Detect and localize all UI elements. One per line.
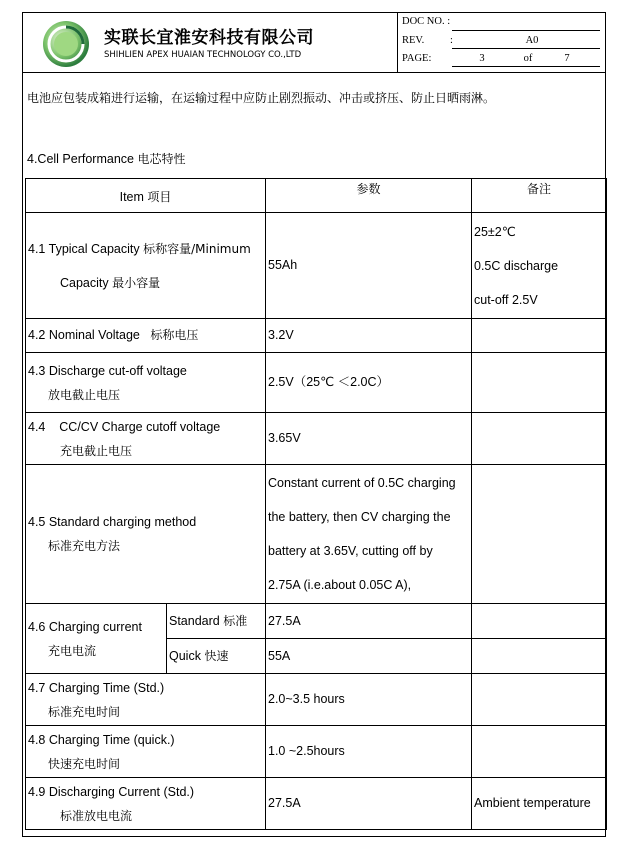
item-en: 4.5 Standard charging method (28, 515, 197, 529)
table-header-row (26, 179, 607, 213)
value-line-2: the battery, then CV charging the (268, 510, 451, 524)
row-4-9-remark: Ambient temperature (472, 778, 607, 830)
row-4-6-standard-remark (472, 604, 607, 639)
item-en: 4.4 CC/CV Charge cutoff voltage (28, 419, 221, 434)
sub-cn: 快速 (204, 648, 229, 663)
header-item-cn: 项目 (147, 190, 172, 204)
table-row (26, 353, 607, 413)
item-en: 4.1 Typical Capacity (28, 241, 140, 256)
sub-en: Quick (169, 648, 201, 663)
row-4-6-quick-remark (472, 639, 607, 674)
row-4-6-sub-quick (167, 639, 266, 674)
company-name-cn: 实联长宜淮安科技有限公司 (104, 28, 314, 48)
item-cn: 标准充电方法 (48, 539, 121, 553)
item-cn-2: 最小容量 (112, 275, 161, 290)
company-name-en: SHIHLIEN APEX HUAIAN TECHNOLOGY CO.,LTD (104, 50, 302, 60)
header-item (26, 179, 266, 213)
item-cn: 放电截止电压 (48, 387, 121, 402)
table-row (26, 465, 607, 604)
section-title (27, 150, 186, 167)
item-cn: 标称容量/Minimum (143, 241, 251, 256)
company-logo-icon (42, 20, 90, 68)
item-en: 4.3 Discharge cut-off voltage (28, 363, 187, 378)
item-cn: 标准放电电流 (60, 808, 133, 823)
item-en: 4.8 Charging Time (quick.) (28, 732, 175, 747)
remark-line-3: cut-off 2.5V (474, 292, 538, 307)
item-cn: 充电电流 (48, 643, 97, 658)
table-row (26, 726, 607, 778)
row-4-5-item (26, 465, 266, 604)
rev-value: A0 (525, 35, 539, 46)
remark-line-2: 0.5C discharge (474, 258, 559, 273)
item-cn: 快速充电时间 (48, 756, 121, 771)
row-4-6-sub-standard (167, 604, 266, 639)
header-param: 参数 (266, 179, 472, 213)
page-total: 7 (564, 53, 570, 64)
row-4-7-remark (472, 674, 607, 726)
doc-no-line (452, 30, 600, 31)
section-number-title: 4.Cell Performance (27, 152, 134, 166)
value-line-1: Constant current of 0.5C charging (268, 476, 456, 490)
transport-note: 电池应包装成箱进行运输，在运输过程中应防止剧烈振动、冲击或挤压、防止日晒雨淋。 (27, 91, 496, 105)
item-en: 4.9 Discharging Current (Std.) (28, 784, 195, 799)
value-line-3: battery at 3.65V, cutting off by (268, 544, 433, 558)
row-4-6-quick-value: 55A (266, 639, 472, 674)
item-cn: 标准充电时间 (48, 704, 121, 719)
row-4-1-value: 55Ah (266, 213, 472, 319)
item-en: 4.7 Charging Time (Std.) (28, 680, 165, 695)
item-cn: 充电截止电压 (60, 443, 133, 458)
table-row (26, 319, 607, 353)
table-row (26, 778, 607, 830)
row-4-1-remark (472, 213, 607, 319)
value-line-4: 2.75A (i.e.about 0.05C A), (268, 578, 412, 592)
row-4-3-remark (472, 353, 607, 413)
row-4-4-remark (472, 413, 607, 465)
row-4-1-item (26, 213, 266, 319)
row-4-3-value: 2.5V（25℃ ＜2.0C） (266, 353, 472, 413)
header-divider (397, 12, 398, 72)
header-item-en: Item (119, 190, 144, 204)
rev-label: REV. (402, 35, 425, 46)
page-of: of (523, 53, 533, 64)
header-remark: 备注 (472, 179, 607, 213)
item-en-2: Capacity (60, 275, 109, 290)
header-bottom-rule (22, 72, 606, 73)
table-row (26, 213, 607, 319)
document-header (22, 12, 606, 72)
row-4-2-item (26, 319, 266, 353)
row-4-4-item (26, 413, 266, 465)
item-en: 4.6 Charging current (28, 619, 142, 634)
table-row (26, 604, 607, 639)
row-4-7-value: 2.0~3.5 hours (266, 674, 472, 726)
rev-line (452, 48, 600, 49)
page-label: PAGE: (402, 53, 432, 64)
row-4-2-remark (472, 319, 607, 353)
table-row (26, 674, 607, 726)
row-4-8-value: 1.0 ~2.5hours (266, 726, 472, 778)
row-4-9-value: 27.5A (266, 778, 472, 830)
page-line (452, 66, 600, 67)
row-4-5-remark (472, 465, 607, 604)
row-4-4-value: 3.65V (266, 413, 472, 465)
section-title-cn: 电芯特性 (137, 152, 186, 166)
row-4-5-value (266, 465, 472, 604)
row-4-2-value: 3.2V (266, 319, 472, 353)
table-row (26, 413, 607, 465)
item-en: 4.2 Nominal Voltage (28, 328, 140, 342)
row-4-7-item (26, 674, 266, 726)
row-4-8-remark (472, 726, 607, 778)
sub-en: Standard (169, 613, 220, 628)
doc-no-label: DOC NO. : (402, 16, 451, 27)
rev-colon: : (450, 35, 453, 46)
row-4-3-item (26, 353, 266, 413)
sub-cn: 标准 (223, 613, 248, 628)
item-cn: 标称电压 (150, 328, 199, 342)
row-4-6-standard-value: 27.5A (266, 604, 472, 639)
row-4-6-item (26, 604, 167, 674)
page-current: 3 (479, 53, 485, 64)
remark-line-1: 25±2℃ (474, 224, 516, 239)
row-4-9-item (26, 778, 266, 830)
row-4-8-item (26, 726, 266, 778)
cell-performance-table (25, 178, 607, 830)
